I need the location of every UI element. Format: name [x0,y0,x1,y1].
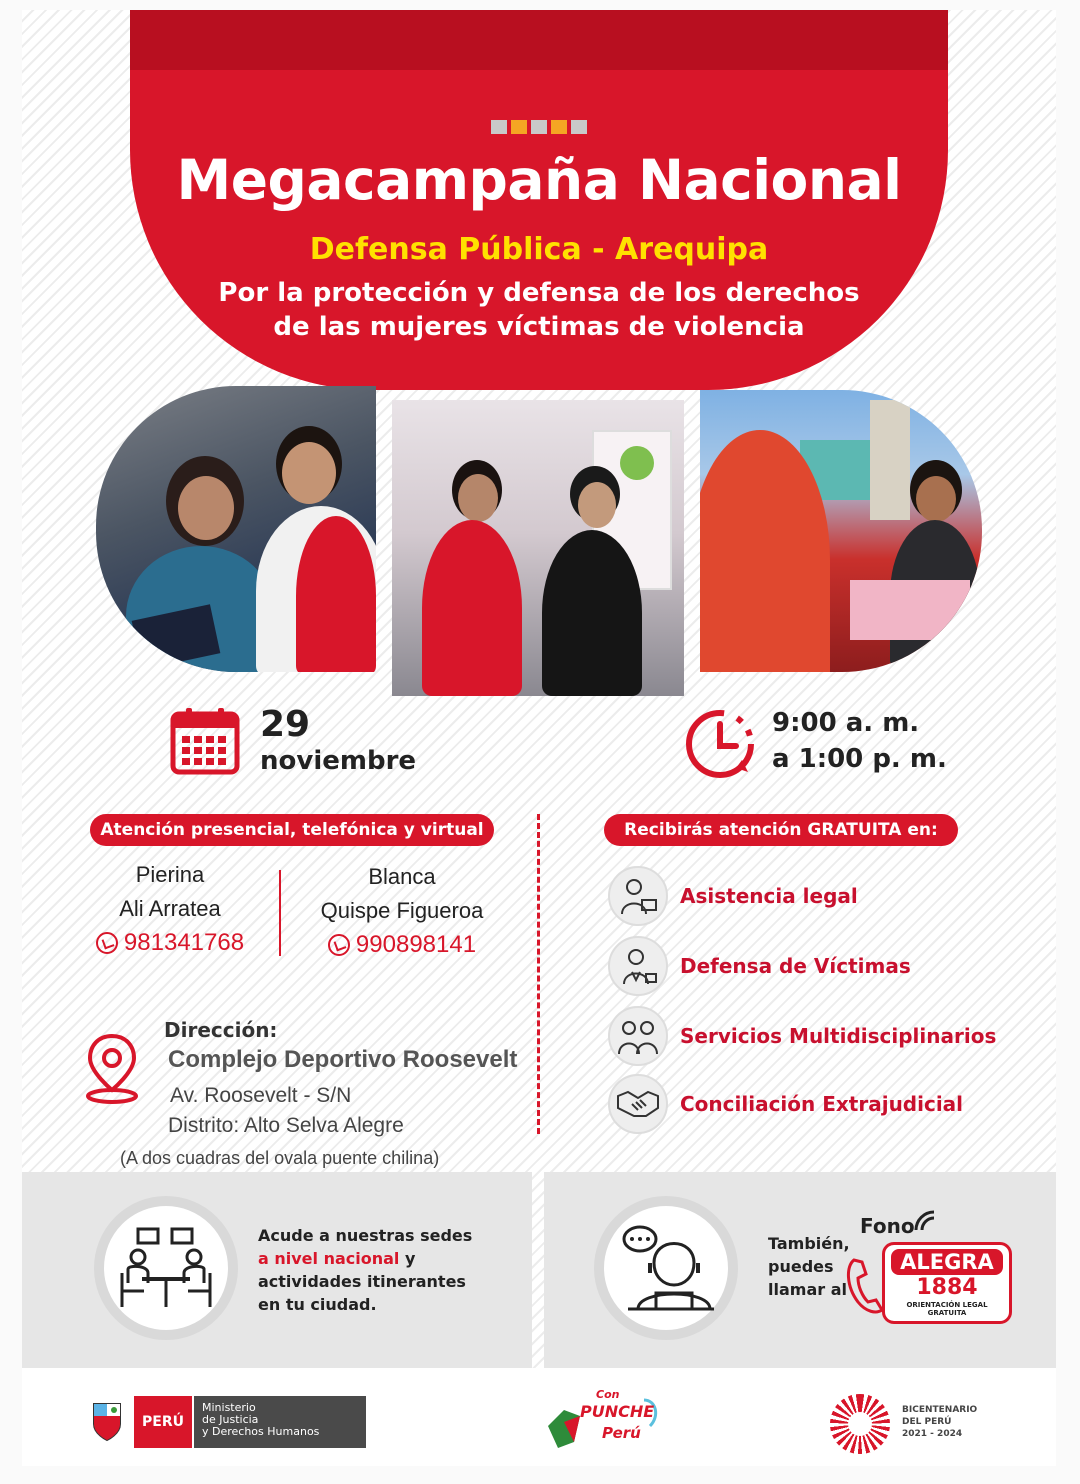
contact-card [72,858,268,960]
decorative-dot [491,120,507,134]
offices-text [258,1224,472,1316]
photo-town-square [700,390,982,672]
whatsapp-icon [328,934,350,956]
alegra-name: ALEGRA [891,1249,1003,1275]
photo-fair [392,400,684,696]
clock-icon [682,706,758,782]
poster [22,10,1056,1466]
contact-last-name: Ali Arratea [119,896,221,921]
ministry-line: Ministerio [202,1401,256,1414]
fono-label: Fono [860,1214,915,1238]
contact-first-name: Pierina [135,862,205,887]
peru-coat-of-arms-icon [90,1402,124,1442]
contact-card [304,860,500,962]
ministry-logo [194,1396,366,1448]
service-label: Asistencia legal [680,884,858,908]
address-venue: Complejo Deportivo Roosevelt [168,1046,518,1073]
alegra-subtitle: ORIENTACIÓN LEGAL [906,1301,988,1309]
services-pill: Recibirás atención GRATUITA en: [604,814,958,846]
time-start: 9:00 a. m. [772,708,920,738]
location-pin-icon [82,1032,142,1106]
section-divider [537,814,540,1134]
signal-icon [912,1208,938,1234]
address-reference: (A dos cuadras del ovala puente chilina) [120,1148,440,1168]
team-icon [608,1006,668,1066]
bicentenario-logo-text [902,1404,977,1440]
event-day: 29 [260,704,311,745]
alegra-hotline-badge[interactable] [882,1242,1012,1324]
time-end: a 1:00 p. m. [772,744,947,774]
bicentenario-line: 2021 - 2024 [902,1429,963,1439]
contact-phone[interactable] [304,928,500,962]
bicentenario-line: BICENTENARIO [902,1405,978,1415]
call-line: llamar al [768,1280,847,1299]
service-label: Defensa de Víctimas [680,954,911,978]
call-line: puedes [768,1257,834,1276]
service-item [608,866,858,926]
header-band [130,10,948,70]
ministry-line: y Derechos Humanos [202,1425,320,1438]
punche-line: PUNCHE [580,1402,655,1421]
whatsapp-icon [96,932,118,954]
contact-first-name: Blanca [368,864,436,889]
call-line: También, [768,1234,850,1253]
alegra-number[interactable]: 1884 [916,1275,978,1300]
photo-consultation [96,386,376,672]
defender-icon [608,936,668,996]
bicentenario-line: DEL PERÚ [902,1417,952,1427]
service-label: Conciliación Extrajudicial [680,1092,964,1116]
call-center-icon [594,1196,738,1340]
address-label: Dirección: [164,1018,278,1042]
punche-line: Con [596,1388,620,1401]
contact-phone[interactable] [72,926,268,960]
service-item [608,936,911,996]
lawyer-icon [608,866,668,926]
decorative-dots [130,120,948,134]
address-street: Av. Roosevelt - S/N [170,1084,352,1107]
campaign-title: Megacampaña Nacional [176,148,902,212]
header-banner [130,10,948,390]
tagline-line: Por la protección y defensa de los derechos [218,278,860,308]
meeting-icon [94,1196,238,1340]
con-punche-peru-logo [544,1386,664,1456]
offices-line [258,1247,472,1270]
offices-line: actividades itinerantes [258,1272,466,1291]
calendar-icon [170,706,240,776]
peru-logo: PERÚ [134,1396,192,1448]
phone-number[interactable]: 990898141 [355,931,477,958]
campaign-subtitle: Defensa Pública - Arequipa [309,232,769,267]
ministry-line: de Justicia [202,1413,259,1426]
offices-highlight: a nivel nacional [258,1249,400,1268]
address-district: Distrito: Alto Selva Alegre [168,1114,404,1137]
offices-line: Acude a nuestras sedes [258,1226,473,1245]
offices-line-rest: y [399,1249,416,1268]
tagline-line: de las mujeres víctimas de violencia [273,312,805,342]
service-item [608,1006,996,1066]
decorative-dot [571,120,587,134]
offices-line: en tu ciudad. [258,1295,377,1314]
decorative-dot [551,120,567,134]
bicentenario-logo-mark [830,1394,890,1454]
call-text [768,1232,850,1301]
phone-number[interactable]: 981341768 [123,929,245,956]
service-label: Servicios Multidisciplinarios [680,1024,997,1048]
punche-line: Perú [602,1424,641,1442]
service-item [608,1074,963,1134]
event-month: noviembre [260,746,417,776]
campaign-tagline [170,276,908,344]
handshake-icon [608,1074,668,1134]
footer-logos [22,1368,1056,1466]
national-offices-panel [22,1172,532,1368]
attention-pill: Atención presencial, telefónica y virtual [90,814,494,846]
decorative-dot [531,120,547,134]
phone-handset-icon [844,1256,884,1316]
contact-last-name: Quispe Figueroa [320,898,484,923]
alegra-subtitle: GRATUITA [927,1309,967,1317]
phone-line-panel [544,1172,1056,1368]
contact-divider [279,870,281,956]
decorative-dot [511,120,527,134]
